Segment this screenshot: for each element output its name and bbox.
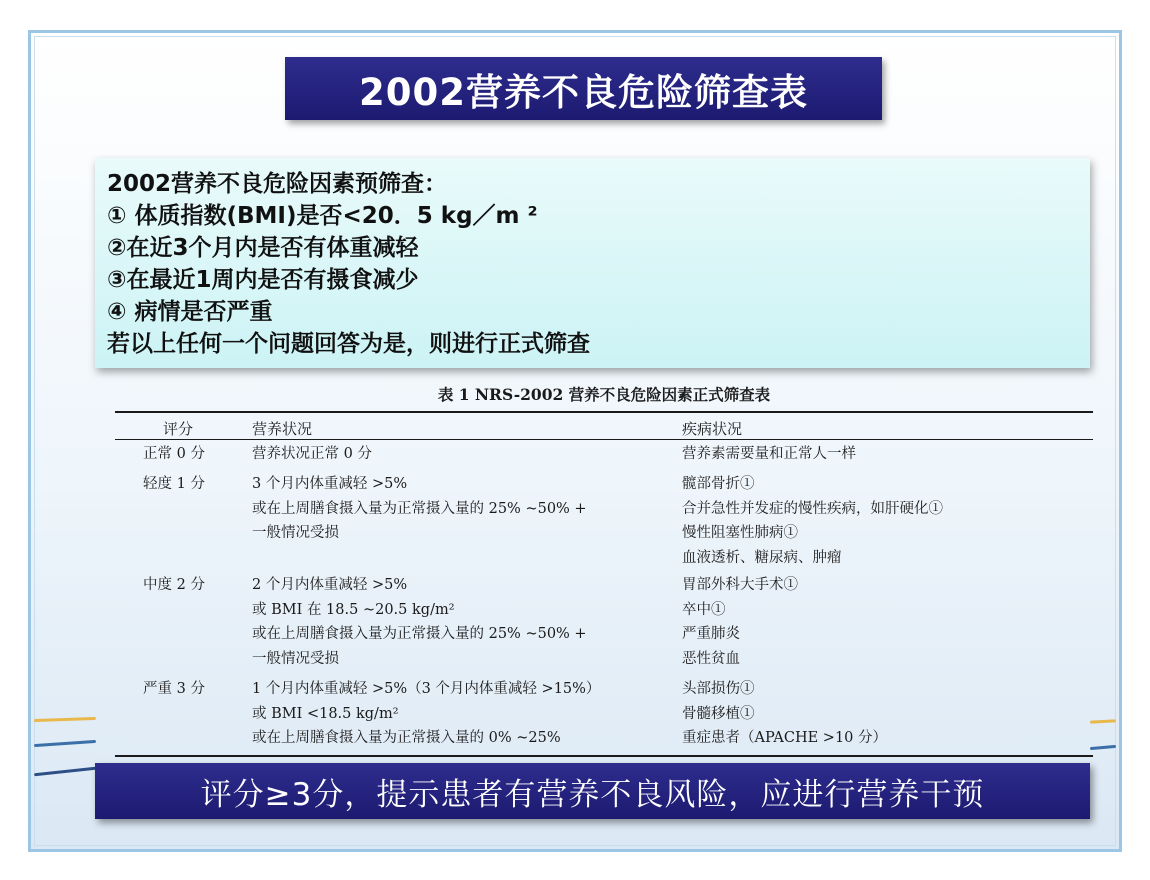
table-row-score: 正常 0 分: [143, 446, 205, 462]
table-row-disease: [682, 472, 943, 571]
disease-line: 重症患者（APACHE >10 分）: [682, 730, 888, 747]
conclusion-box: [95, 763, 1090, 819]
disease-line: 严重肺炎: [682, 626, 740, 643]
table-row-disease: [682, 442, 856, 467]
table-row-score: 严重 3 分: [143, 681, 205, 697]
table-row-score: 中度 2 分: [143, 577, 205, 593]
disease-line: 髋部骨折①: [682, 476, 755, 492]
table-row-disease: [682, 573, 798, 672]
nutrition-line: 一般情况受损: [252, 525, 339, 542]
table-caption: 表 1 NRS-2002 营养不良危险因素正式筛查表: [437, 385, 771, 404]
prescreen-item-severity: ④ 病情是否严重: [107, 299, 273, 325]
table-row-nutrition: [252, 442, 372, 467]
nutrition-line: 营养状况正常 0 分: [252, 446, 372, 462]
table-bottom-rule: [115, 755, 1093, 757]
disease-line: 慢性阻塞性肺病①: [682, 525, 798, 542]
slide-title-box: [285, 57, 882, 120]
prescreen-box: [95, 158, 1090, 368]
prescreen-heading: 2002营养不良危险因素预筛查：: [107, 171, 448, 197]
screening-table: [115, 378, 1093, 758]
nutrition-line: 2 个月内体重减轻 >5%: [252, 577, 408, 593]
nutrition-line: 或 BMI 在 18.5 ~20.5 kg/m²: [252, 601, 455, 618]
prescreen-item-intake: ③在最近1周内是否有摄食减少: [107, 267, 419, 293]
disease-line: 卒中①: [682, 601, 726, 618]
table-row-nutrition: [252, 472, 587, 546]
table-row-nutrition: [252, 677, 600, 751]
slide-title: 2002营养不良危险筛查表: [359, 70, 808, 114]
nutrition-line: 1 个月内体重减轻 >5%（3 个月内体重减轻 >15%）: [252, 681, 601, 697]
prescreen-conclusion: 若以上任何一个问题回答为是，则进行正式筛查: [107, 331, 590, 357]
table-row-score: 轻度 1 分: [143, 476, 205, 492]
disease-line: 头部损伤①: [682, 681, 755, 697]
disease-line: 合并急性并发症的慢性疾病，如肝硬化①: [682, 500, 943, 517]
prescreen-item-weight-loss: ②在近3个月内是否有体重减轻: [107, 235, 419, 261]
table-top-rule: [115, 411, 1093, 413]
nutrition-line: 3 个月内体重减轻 >5%: [252, 476, 408, 492]
disease-line: 骨髓移植①: [682, 705, 755, 722]
nutrition-line: 一般情况受损: [252, 651, 339, 668]
table-header-nutrition: 营养状况: [252, 420, 313, 438]
table-header-score: 评分: [163, 420, 194, 438]
nutrition-line: 或 BMI <18.5 kg/m²: [252, 705, 399, 722]
nutrition-line: 或在上周膳食摄入量为正常摄入量的 25% ~50% +: [252, 626, 587, 643]
prescreen-item-bmi: ① 体质指数(BMI)是否<20．5 kg／m ²: [107, 203, 538, 229]
table-header-disease: 疾病状况: [682, 420, 743, 438]
disease-line: 营养素需要量和正常人一样: [682, 446, 856, 462]
conclusion-text: 评分≥3分，提示患者有营养不良风险，应进行营养干预: [200, 776, 985, 813]
disease-line: 恶性贫血: [682, 651, 740, 668]
disease-line: 胃部外科大手术①: [682, 577, 798, 593]
disease-line: 血液透析、糖尿病、肿瘤: [682, 550, 842, 567]
table-row-nutrition: [252, 573, 587, 672]
nutrition-line: 或在上周膳食摄入量为正常摄入量的 0% ~25%: [252, 730, 561, 747]
table-row-disease: [682, 677, 887, 751]
nutrition-line: 或在上周膳食摄入量为正常摄入量的 25% ~50% +: [252, 500, 587, 517]
table-header-rule: [115, 439, 1093, 440]
